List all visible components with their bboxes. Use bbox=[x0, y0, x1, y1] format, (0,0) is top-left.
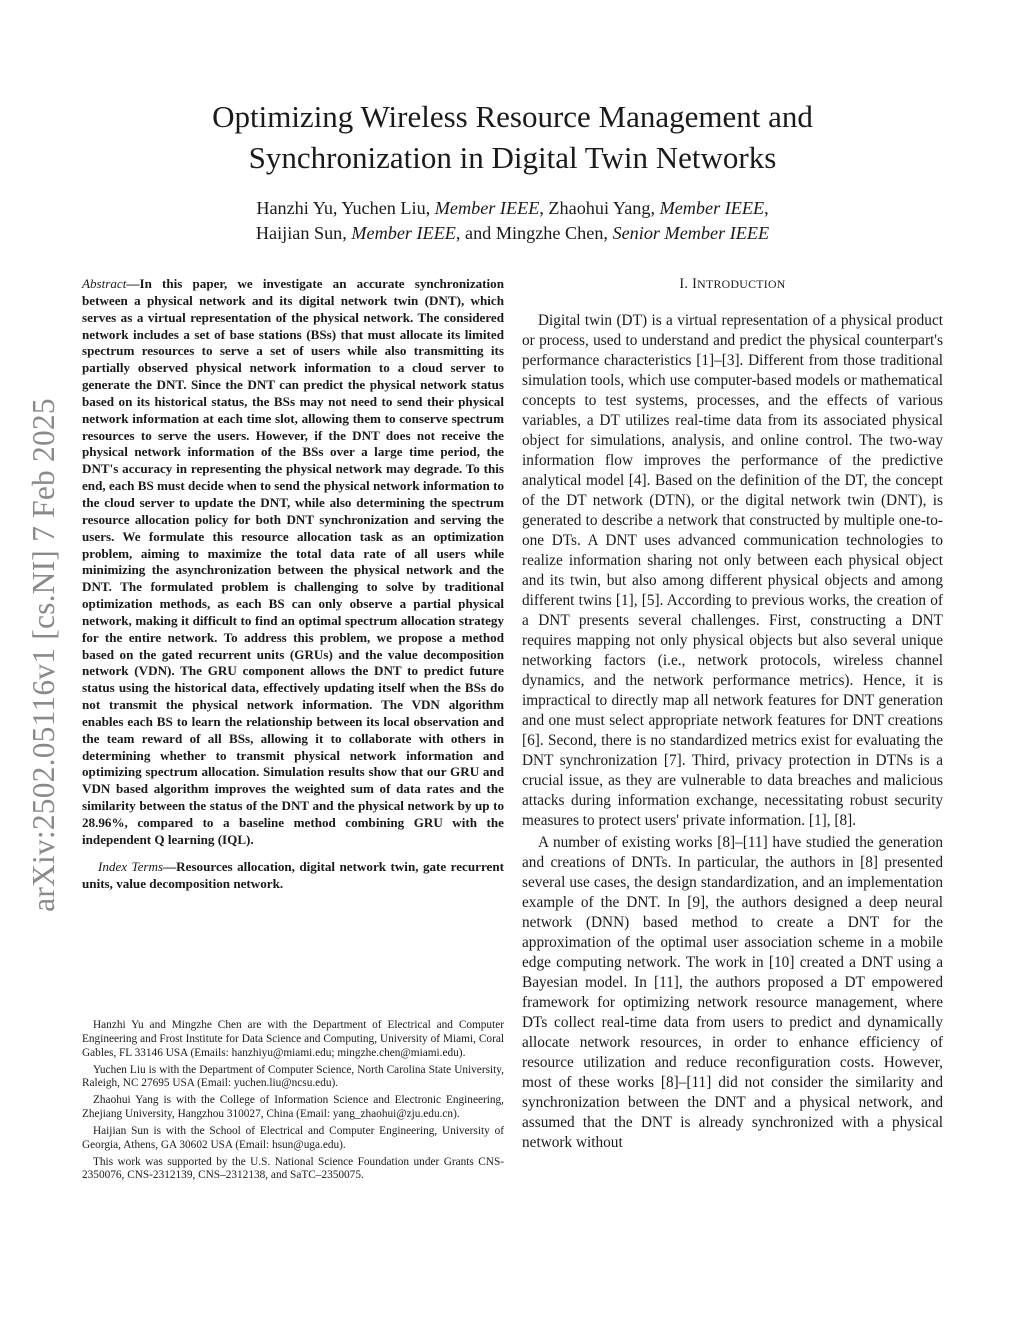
author-role-1: Member IEEE bbox=[434, 198, 540, 218]
author-role-2: Member IEEE bbox=[659, 198, 765, 218]
index-terms-label: Index Terms bbox=[98, 858, 164, 874]
right-column bbox=[522, 276, 943, 1153]
footnote: Haijian Sun is with the School of Electrical and Computer Engineering, University of Georgia, Athens, GA 30602 USA (Email: hsun@uga.edu). bbox=[82, 1124, 504, 1151]
section-number: I. I bbox=[679, 276, 698, 292]
abstract bbox=[82, 276, 504, 849]
section-heading bbox=[522, 276, 943, 293]
author-list bbox=[120, 196, 905, 245]
footnote: Zhaohui Yang is with the College of Information Science and Electronic Engineering, Zhejiang University, Hangzhou 310027, China (Email: yang_zhaohui@zju.edu.cn). bbox=[82, 1094, 504, 1121]
abstract-text: In this paper, we investigate an accurate synchronization between a physical network and its digital network twin (DNT), which serves as a virtual representation of the physical network. The considered network includes a set of base stations (BSs) that must allocate its limited spectrum resources to serve a set of users while also transmitting its partially observed physical network information to a cloud server to generate the DNT. Since the DNT can predict the physical network status based on its historical status, the BSs may not need to send their physical network information at each time slot, allowing them to conserve spectrum resources to serve the users. However, if the DNT does not receive the physical network information of the BSs over a large time period, the DNT's accuracy in representing the physical network may degrade. To this end, each BS must decide when to send the physical network information to the cloud server to update the DNT, while also determining the spectrum resource allocation policy for both DNT synchronization and serving the users. We formulate this resource allocation task as an optimization problem, aiming to maximize the total data rate of all users while minimizing the asynchronization between the physical network and the DNT. The formulated problem is challenging to solve by traditional optimization methods, as each BS can only observe a partial physical network, making it difficult to find an optimal spectrum allocation strategy for the entire network. To address this problem, we propose a method based on the gated recurrent units (GRUs) and the value decomposition network (VDN). The GRU component allows the DNT to predict future status using the historical data, effectively updating itself when the BSs do not transmit the physical network information. The VDN algorithm enables each BS to learn the relationship between its local observation and the team reward of all BSs, allowing it to collaborate with others in determining whether to transmit physical network information and optimizing spectrum allocation. Simulation results show that our GRU and VDN based algorithm improves the weighted sum of data rates and the similarity between the status of the DNT and the physical network by up to 28.96%, compared to a baseline method combining GRU with the independent Q learning (IQL). bbox=[82, 276, 504, 847]
footnote: Yuchen Liu is with the Department of Computer Science, North Carolina State University, Raleigh, NC 27695 USA (Email: yuchen.liu@ncsu.edu). bbox=[82, 1063, 504, 1090]
author-role-3: Member IEEE bbox=[351, 222, 456, 243]
title-line-1: Optimizing Wireless Resource Management and bbox=[212, 99, 813, 134]
index-terms-dash: — bbox=[163, 858, 177, 874]
title-line-2: Synchronization in Digital Twin Networks bbox=[248, 140, 777, 175]
abstract-label: Abstract bbox=[82, 276, 127, 291]
index-terms-text: Resources allocation, digital network twin, gate recurrent units, value decomposition network. bbox=[82, 858, 504, 891]
author-footnotes bbox=[82, 1019, 504, 1186]
author-role-4: Senior Member IEEE bbox=[612, 222, 770, 243]
author-names-4: , and Mingzhe Chen, bbox=[455, 222, 613, 243]
paper-title bbox=[120, 96, 905, 178]
index-terms bbox=[82, 858, 504, 892]
author-separator: , bbox=[764, 198, 769, 218]
body-paragraph: A number of existing works [8]–[11] have studied the generation and creations of DNTs. In particular, the authors in [8] presented several use cases, the design standardization, and an implementation example of the DNT. In [9], the authors designed a deep neural network (DNN) based method to create a DNT for the approximation of the optimal user association scheme in a mobile edge computing network. The work in [10] created a DNT using a Bayesian model. In [11], the authors proposed a DT empowered framework for optimizing network resource management, where DTs collect real-time data from users to predict and dynamically allocate network resources, in order to enhance efficiency of resource utilization and reduce reconfiguration costs. However, most of these works [8]–[11] did not consider the similarity and synchronization between the DNT and a physical network, and assumed that the DNT is already synchronized with a physical network without bbox=[522, 834, 943, 1151]
body-paragraph: Digital twin (DT) is a virtual representation of a physical product or process, used to understand and predict the physical counterpart's performance characteristics [1]–[3]. Different from those traditional simulation tools, which use computer-based models or mathematical concepts to test systems, processes, and the effects of various variables, a DT utilizes real-time data from its associated physical object for simulations, analysis, and online control. The two-way information flow improves the performance of the predictive analytical model [4]. Based on the definition of the DT, the concept of the DT network (DTN), or the digital network twin (DNT), is generated to describe a network that constructed by multiple one-to-one DTs. A DNT uses advanced communication technologies to realize information sharing not only between each physical object and its twin, but also among different physical objects and among different twins [1], [5]. According to previous works, the creation of a DNT presents several challenges. First, constructing a DNT requires mapping not only physical objects but also several unique networking factors (i.e., network protocols, wireless channel dynamics, and the network performance metrics). Hence, it is impractical to directly map all network features for DNT generation and one must select appropriate network features for DNT creations [6]. Second, there is no standardized metrics exist for evaluating the DNT synchronization [7]. Third, privacy protection in DTNs is a crucial issue, as they are vulnerable to data breaches and malicious attacks during information exchange, necessitating robust security measures to protect users' private information. [1], [8]. bbox=[522, 312, 943, 829]
author-names-1: Hanzhi Yu, Yuchen Liu, bbox=[256, 198, 435, 218]
footnote: Hanzhi Yu and Mingzhe Chen are with the Department of Electrical and Computer Engineering and Frost Institute for Data Science and Computing, University of Miami, Coral Gables, FL 33146 USA (Emails: hanzhiyu@miami.edu; mingzhe.chen@miami.edu). bbox=[82, 1019, 504, 1059]
author-names-3: Haijian Sun, bbox=[255, 222, 352, 243]
author-names-2: , Zhaohui Yang, bbox=[539, 198, 660, 218]
left-column bbox=[82, 276, 504, 892]
footnote: This work was supported by the U.S. National Science Foundation under Grants CNS-2350076, CNS-2312139, CNS–2312138, and SaTC–2350075. bbox=[82, 1155, 504, 1182]
section-name: NTRODUCTION bbox=[697, 277, 786, 291]
abstract-dash: — bbox=[126, 276, 140, 291]
arxiv-identifier-text: arXiv:2502.05116v1 [cs.NI] 7 Feb 2025 bbox=[26, 398, 61, 912]
